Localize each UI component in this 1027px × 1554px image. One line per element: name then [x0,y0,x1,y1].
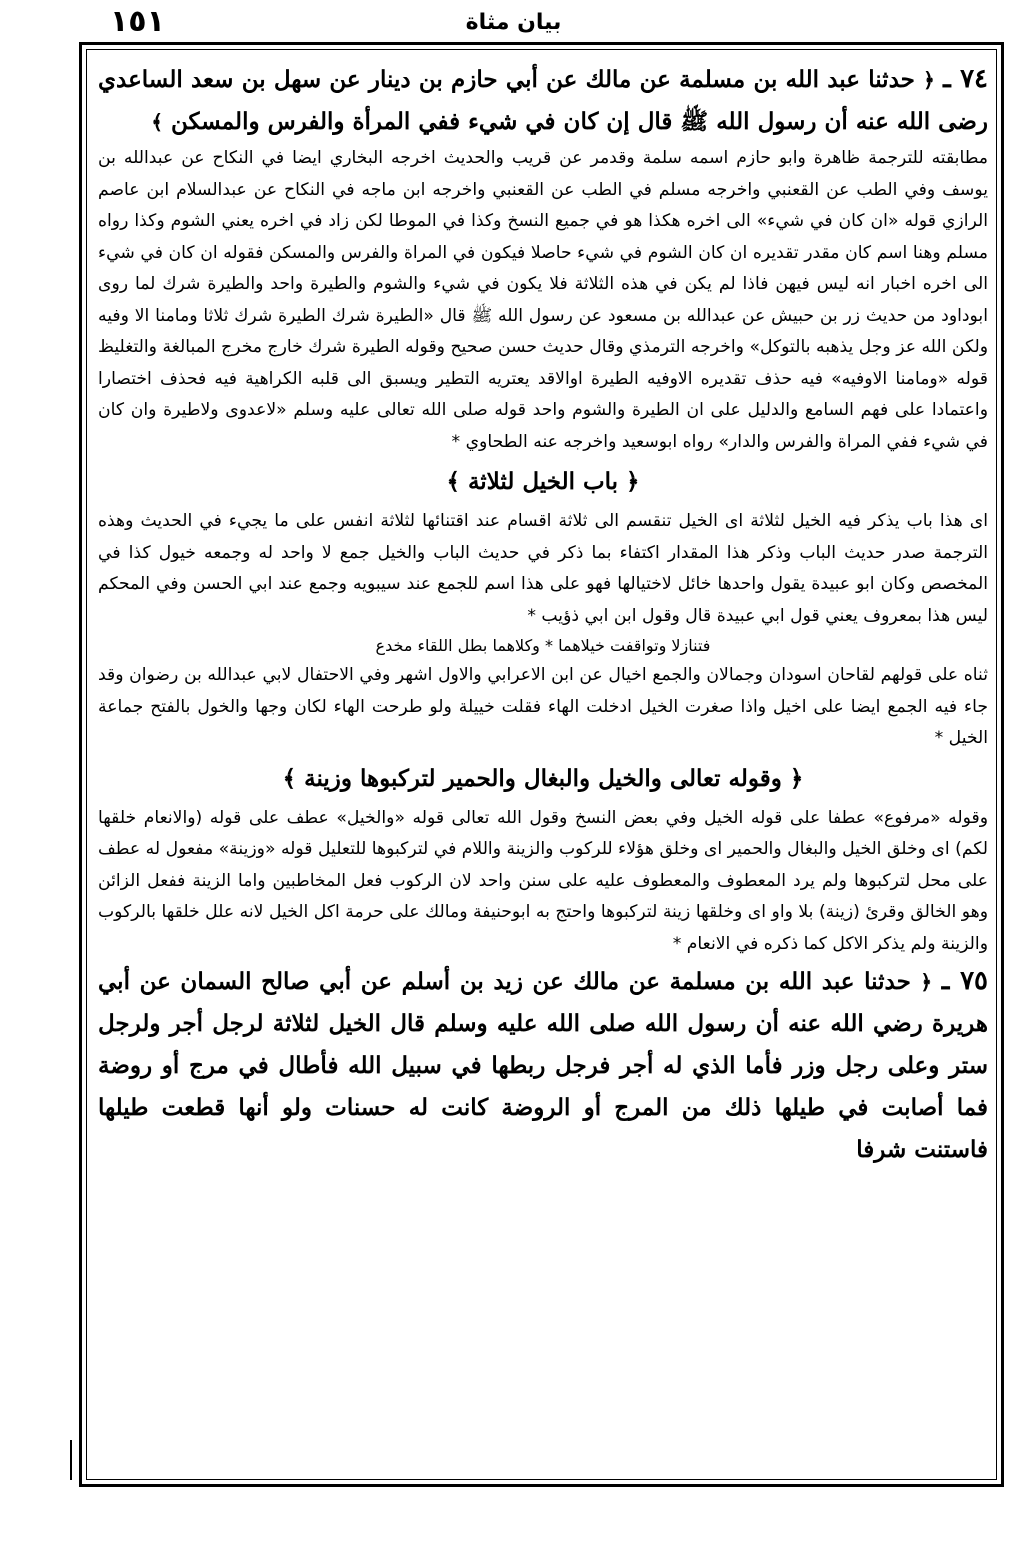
ornament-open: ﴿ [920,970,933,994]
commentary-poem: ثناه على قولهم لقاحان اسودان وجمالان والجمع اخيال عن ابن الاعرابي والاول اشهر وفي الاحتفال لابي عبدالله بن رضوان وقد جاء فيه الجمع ايضا على اخيل واذا صغرت الخيل ادخلت الهاء فقلت خييلة ولو طرحت الهاء لكان وجها والخول بالفتح جماعة الخيل * [98,665,988,748]
commentary-chapter: اى هذا باب يذكر فيه الخيل لثلاثة اى الخيل تنقسم الى ثلاثة اقسام عند اقتنائها لثلاثة انفس على ما يجيء في الحديث وهذه الترجمة صدر حديث الباب وذكر هذا المقدار اكتفاء بما ذكر في حديث الباب والخيل جمع لا واحد له وجمعه خيول كذا في المخصص وكان ابو عبيدة يقول واحدها خائل لاختيالها فهو على هذا اسم للجمع عند سيبويه وجمع عند ابي الحسن وفي المحكم ليس هذا بمعروف يعني قول ابي عبيدة قال وقول ابن ابي ذؤيب * [98,511,988,626]
page-content [98,58,988,1478]
gutter-line [70,1440,72,1480]
ornament-open: ﴿ [923,68,935,92]
poem-line: فتنازلا وتواقفت خيلاهما * وكلاهما بطل اللقاء مخدع [375,636,711,655]
commentary-74: مطابقته للترجمة ظاهرة وابو حازم اسمه سلمة وقدمر عن قريب والحديث اخرجه البخاري ايضا في النكاح عن عبدالله بن يوسف وفي الطب عن القعنبي واخرجه مسلم في الطب عن القعنبي واخرجه ابن ماجه في النكاح عن عبدالسلام ابن عاصم الرازي قوله «ان كان في شيء» الى اخره هكذا هو في جميع النسخ وكذا في الموطا لكن زاد في اخره يعني الشوم وكذا رواه مسلم وهنا اسم كان مقدر تقديره ان كان الشوم في شيء حاصلا فيكون في المراة والفرس والمسكن فقوله ان كان في شيء الى اخره اخبار انه ليس فيهن فاذا لم يكن في هذه الثلاثة فلا يكون في شيء والشوم والطيرة واحد والطيرة شرك لما روى ابوداود من حديث زر بن حبيش عن عبدالله بن مسعود عن رسول الله ﷺ قال «الطيرة شرك الطيرة شرك ثلاثا ومامنا الا وفيه ولكن الله عز وجل يذهبه بالتوكل» واخرجه الترمذي وقال حديث حسن صحيح وقوله الطيرة شرك خارج مخرج المبالغة والتغليظ قوله «ومامنا الاوفيه» فيه حذف تقديره الاوفيه الطيرة اوالاقد يعتريه التطير ويسبق الى قلبه الكراهية فيه فحذف اختصارا واعتمادا على فهم السامع والدليل على ان الطيرة والشوم واحد قوله صلى الله تعالى عليه وسلم «لاعدوى ولاطيرة وان كان في شيء ففي المراة والفرس والدار» رواه ابوسعيد واخرجه عنه الطحاوي * [98,148,988,452]
hadith-number: ٧٤ ـ [943,64,988,94]
hadith-number: ٧٥ ـ [941,966,988,996]
hadith-text: حدثنا عبد الله بن مسلمة عن مالك عن زيد بن أسلم عن أبي صالح السمان عن أبي هريرة رضي الله عنه أن رسول الله صلى الله عليه وسلم قال الخيل لثلاثة لرجل أجر ولرجل ستر وعلى رجل وزر فأما الذي له أجر فرجل ربطها في سبيل الله فأطال في مرج أو روضة فما أصابت في طيلها ذلك من المرج أو الروضة كانت له حسنات ولو أنها قطعت طيلها فاستنت شرفا [98,968,988,1163]
commentary-ayah: وقوله «مرفوع» عطفا على قوله الخيل وفي بعض النسخ وقول الله تعالى قوله «والخيل» عطف على قوله (والانعام خلقها لكم) اى وخلق الخيل والبغال والحمير اى وخلق هؤلاء للركوب والزينة واللام في لتركبوها للتعليل قوله «وزينة» مفعول له عطف على محل لتركبوها ولم يرد المعطوف والمعطوف عليه على سنن واحد لان الركوب فعل المخاطبين واما الزينة ففعل الزائن وهو الخالق وقرئ (زينة) بلا واو اى وخلقها زينة لتركبوها واحتج به ابوحنيفة ومالك على حرمة اكل الخيل لانه علل خلقها بالركوب والزينة ولم يذكر الاكل كما ذكره في الانعام * [98,807,988,954]
page-header [0,4,1027,42]
hadith-75 [98,960,988,1171]
hadith-74 [98,58,988,143]
chapter-heading: ﴿ باب الخيل لثلاثة ﴾ [446,468,640,495]
ayah-heading: ﴿ وقوله تعالى والخيل والبغال والحمير لتركبوها وزينة ﴾ [282,764,804,792]
hadith-text: حدثنا عبد الله بن مسلمة عن مالك عن أبي حازم بن دينار عن سهل بن سعد الساعدي رضی الله عنه أن رسول الله ﷺ قال إن كان في شيء ففي المرأة والفرس والمسكن [98,66,988,135]
ornament-close: ﴾ [151,110,164,134]
running-title: بیان مثاة [465,10,562,35]
page-number: ١٥١ [110,4,165,39]
